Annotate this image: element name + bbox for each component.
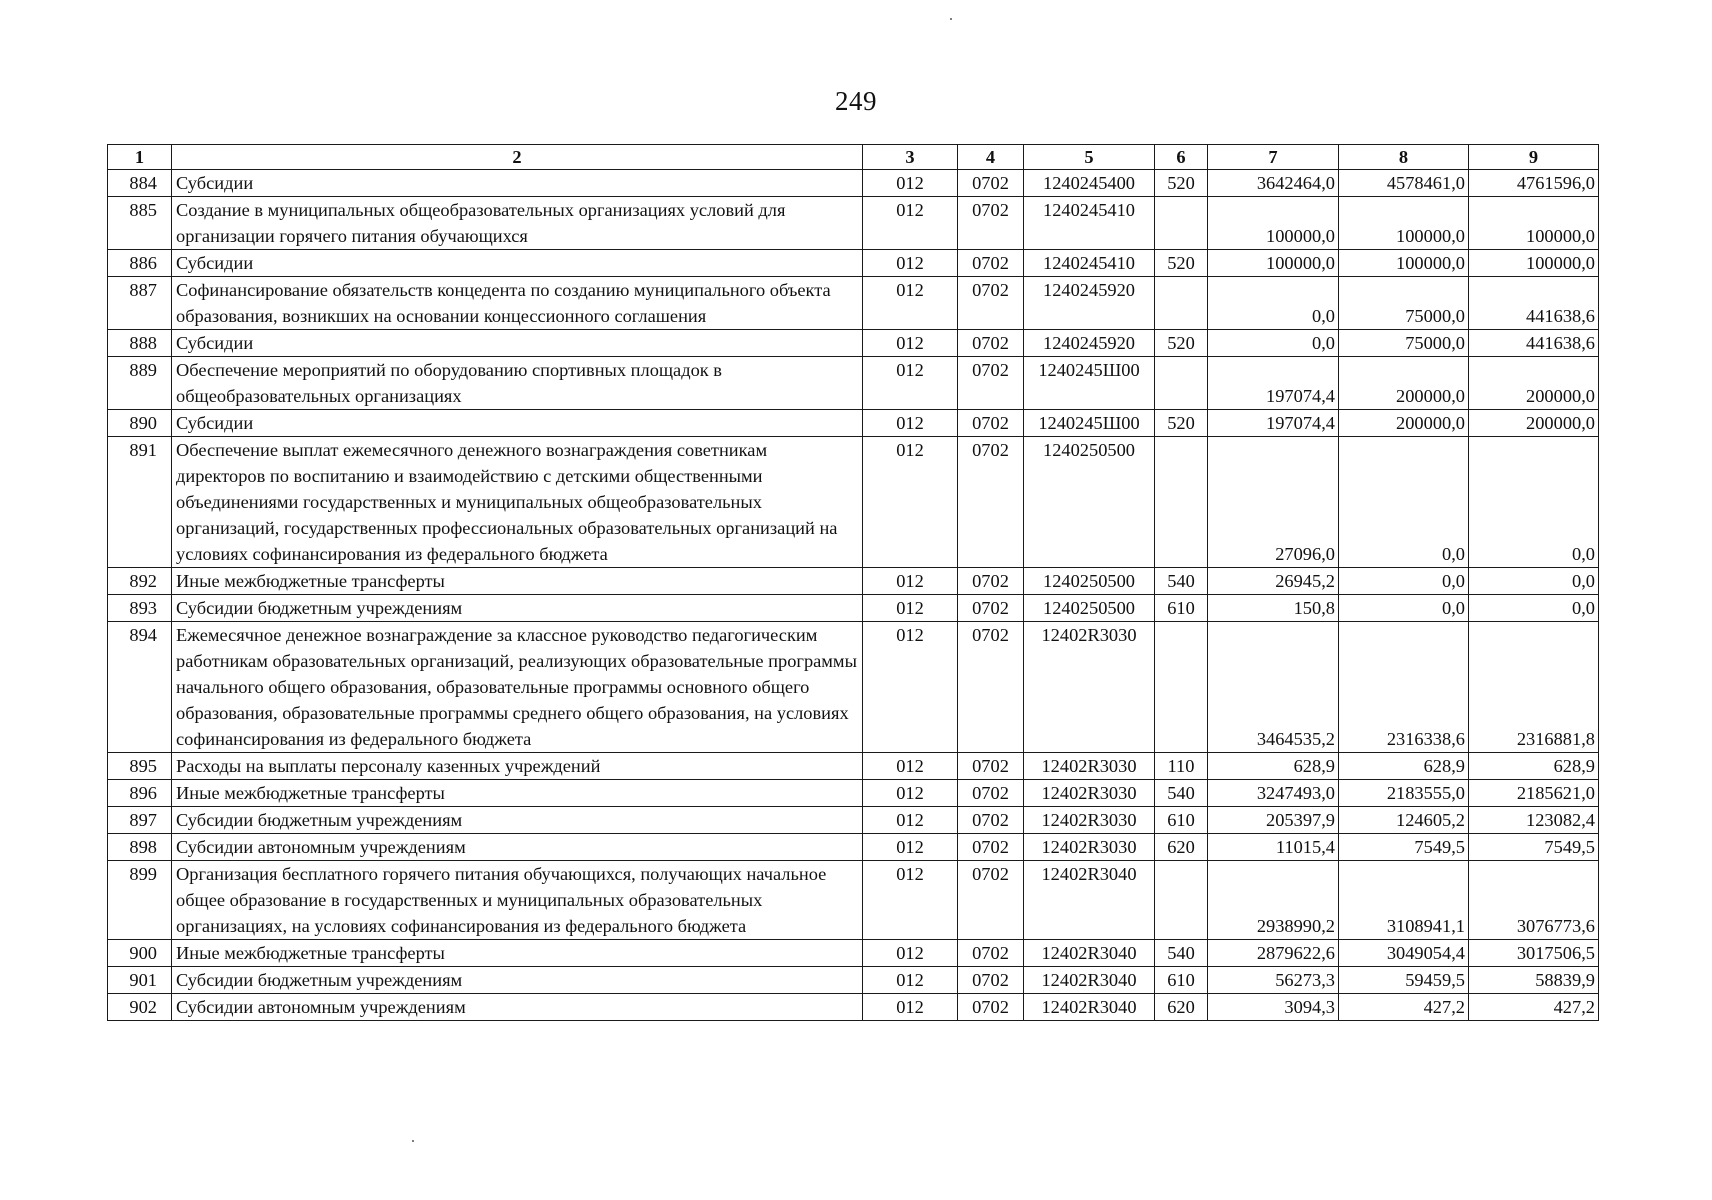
row-number: 891 — [108, 437, 172, 568]
amount-col-8: 59459,5 — [1339, 967, 1469, 994]
amount-col-9: 7549,5 — [1469, 834, 1599, 861]
amount-col-9: 4761596,0 — [1469, 170, 1599, 197]
code-target: 12402R3030 — [1024, 780, 1155, 807]
code-expense-type: 610 — [1155, 967, 1208, 994]
item-name: Обеспечение мероприятий по оборудованию спортивных площадок в общеобразовательных организациях — [172, 357, 863, 410]
amount-col-9: 0,0 — [1469, 437, 1599, 568]
table-row — [108, 410, 1599, 437]
code-target: 1240245920 — [1024, 330, 1155, 357]
row-number: 892 — [108, 568, 172, 595]
table-body — [108, 170, 1599, 1021]
row-number: 895 — [108, 753, 172, 780]
item-name: Субсидии автономным учреждениям — [172, 834, 863, 861]
item-name: Ежемесячное денежное вознаграждение за классное руководство педагогическим работникам образовательных организаций, реализующих образовательные программы начального общего образования, образовательные программы основного общего образования, образовательные программы среднего общего образования, на условиях софинансирования из федерального бюджета — [172, 622, 863, 753]
item-name: Иные межбюджетные трансферты — [172, 780, 863, 807]
code-expense-type: 610 — [1155, 595, 1208, 622]
amount-col-7: 3642464,0 — [1208, 170, 1339, 197]
code-ministry: 012 — [863, 437, 958, 568]
code-ministry: 012 — [863, 753, 958, 780]
row-number: 899 — [108, 861, 172, 940]
code-expense-type: 520 — [1155, 170, 1208, 197]
column-header-6: 6 — [1155, 145, 1208, 170]
item-name: Субсидии бюджетным учреждениям — [172, 807, 863, 834]
table-row — [108, 994, 1599, 1021]
amount-col-7: 3247493,0 — [1208, 780, 1339, 807]
row-number: 896 — [108, 780, 172, 807]
table-row — [108, 595, 1599, 622]
item-name: Субсидии автономным учреждениям — [172, 994, 863, 1021]
code-expense-type — [1155, 861, 1208, 940]
row-number: 901 — [108, 967, 172, 994]
code-ministry: 012 — [863, 568, 958, 595]
code-expense-type: 520 — [1155, 410, 1208, 437]
code-target: 1240245Ш00 — [1024, 410, 1155, 437]
code-section: 0702 — [958, 595, 1024, 622]
code-ministry: 012 — [863, 622, 958, 753]
code-ministry: 012 — [863, 170, 958, 197]
amount-col-7: 100000,0 — [1208, 197, 1339, 250]
code-target: 12402R3040 — [1024, 994, 1155, 1021]
amount-col-9: 441638,6 — [1469, 277, 1599, 330]
table-row — [108, 197, 1599, 250]
amount-col-9: 58839,9 — [1469, 967, 1599, 994]
code-section: 0702 — [958, 834, 1024, 861]
amount-col-9: 441638,6 — [1469, 330, 1599, 357]
code-ministry: 012 — [863, 807, 958, 834]
code-ministry: 012 — [863, 834, 958, 861]
code-section: 0702 — [958, 250, 1024, 277]
code-section: 0702 — [958, 437, 1024, 568]
code-section: 0702 — [958, 807, 1024, 834]
amount-col-8: 0,0 — [1339, 595, 1469, 622]
code-expense-type: 540 — [1155, 568, 1208, 595]
item-name: Создание в муниципальных общеобразовательных организациях условий для организации горячего питания обучающихся — [172, 197, 863, 250]
header-row — [108, 145, 1599, 170]
amount-col-9: 0,0 — [1469, 595, 1599, 622]
column-header-4: 4 — [958, 145, 1024, 170]
code-ministry: 012 — [863, 330, 958, 357]
code-expense-type — [1155, 357, 1208, 410]
code-section: 0702 — [958, 357, 1024, 410]
column-header-3: 3 — [863, 145, 958, 170]
table-row — [108, 568, 1599, 595]
code-ministry: 012 — [863, 940, 958, 967]
amount-col-9: 3076773,6 — [1469, 861, 1599, 940]
amount-col-8: 427,2 — [1339, 994, 1469, 1021]
code-expense-type: 520 — [1155, 330, 1208, 357]
item-name: Обеспечение выплат ежемесячного денежного вознаграждения советникам директоров по воспитанию и взаимодействию с детскими общественными объединениями государственных и муниципальных общеобразовательных организаций, государственных профессиональных образовательных организаций на условиях софинансирования из федерального бюджета — [172, 437, 863, 568]
amount-col-9: 3017506,5 — [1469, 940, 1599, 967]
amount-col-7: 150,8 — [1208, 595, 1339, 622]
code-target: 12402R3030 — [1024, 753, 1155, 780]
code-target: 12402R3030 — [1024, 622, 1155, 753]
amount-col-9: 200000,0 — [1469, 357, 1599, 410]
code-section: 0702 — [958, 170, 1024, 197]
scan-speck — [412, 1140, 414, 1142]
code-target: 1240250500 — [1024, 437, 1155, 568]
code-target: 12402R3030 — [1024, 807, 1155, 834]
code-ministry: 012 — [863, 250, 958, 277]
code-target: 1240250500 — [1024, 568, 1155, 595]
amount-col-7: 56273,3 — [1208, 967, 1339, 994]
table-row — [108, 780, 1599, 807]
column-header-7: 7 — [1208, 145, 1339, 170]
amount-col-8: 4578461,0 — [1339, 170, 1469, 197]
amount-col-9: 123082,4 — [1469, 807, 1599, 834]
row-number: 902 — [108, 994, 172, 1021]
code-target: 12402R3040 — [1024, 940, 1155, 967]
amount-col-9: 628,9 — [1469, 753, 1599, 780]
amount-col-8: 7549,5 — [1339, 834, 1469, 861]
amount-col-8: 75000,0 — [1339, 277, 1469, 330]
code-section: 0702 — [958, 330, 1024, 357]
table-row — [108, 622, 1599, 753]
item-name: Субсидии бюджетным учреждениям — [172, 595, 863, 622]
code-expense-type: 540 — [1155, 940, 1208, 967]
amount-col-7: 26945,2 — [1208, 568, 1339, 595]
amount-col-8: 100000,0 — [1339, 197, 1469, 250]
code-target: 1240245400 — [1024, 170, 1155, 197]
item-name: Субсидии — [172, 410, 863, 437]
amount-col-9: 100000,0 — [1469, 197, 1599, 250]
code-expense-type — [1155, 197, 1208, 250]
amount-col-7: 197074,4 — [1208, 357, 1339, 410]
code-ministry: 012 — [863, 967, 958, 994]
amount-col-7: 27096,0 — [1208, 437, 1339, 568]
item-name: Иные межбюджетные трансферты — [172, 568, 863, 595]
table-row — [108, 807, 1599, 834]
amount-col-8: 200000,0 — [1339, 410, 1469, 437]
table-row — [108, 357, 1599, 410]
column-header-1: 1 — [108, 145, 172, 170]
code-ministry: 012 — [863, 410, 958, 437]
column-header-2: 2 — [172, 145, 863, 170]
item-name: Субсидии — [172, 330, 863, 357]
amount-col-9: 2185621,0 — [1469, 780, 1599, 807]
row-number: 887 — [108, 277, 172, 330]
amount-col-9: 100000,0 — [1469, 250, 1599, 277]
amount-col-8: 0,0 — [1339, 437, 1469, 568]
code-section: 0702 — [958, 622, 1024, 753]
amount-col-7: 3094,3 — [1208, 994, 1339, 1021]
row-number: 900 — [108, 940, 172, 967]
table-row — [108, 967, 1599, 994]
code-section: 0702 — [958, 277, 1024, 330]
amount-col-8: 100000,0 — [1339, 250, 1469, 277]
code-ministry: 012 — [863, 994, 958, 1021]
amount-col-9: 200000,0 — [1469, 410, 1599, 437]
amount-col-7: 197074,4 — [1208, 410, 1339, 437]
code-expense-type — [1155, 277, 1208, 330]
table-row — [108, 277, 1599, 330]
row-number: 897 — [108, 807, 172, 834]
code-section: 0702 — [958, 780, 1024, 807]
code-ministry: 012 — [863, 277, 958, 330]
amount-col-8: 2316338,6 — [1339, 622, 1469, 753]
amount-col-7: 2938990,2 — [1208, 861, 1339, 940]
code-section: 0702 — [958, 861, 1024, 940]
table-row — [108, 250, 1599, 277]
amount-col-8: 3108941,1 — [1339, 861, 1469, 940]
code-section: 0702 — [958, 967, 1024, 994]
code-section: 0702 — [958, 568, 1024, 595]
code-expense-type — [1155, 437, 1208, 568]
amount-col-7: 0,0 — [1208, 277, 1339, 330]
amount-col-7: 100000,0 — [1208, 250, 1339, 277]
amount-col-8: 2183555,0 — [1339, 780, 1469, 807]
amount-col-8: 628,9 — [1339, 753, 1469, 780]
amount-col-9: 0,0 — [1469, 568, 1599, 595]
item-name: Субсидии — [172, 170, 863, 197]
code-expense-type: 620 — [1155, 834, 1208, 861]
table-row — [108, 170, 1599, 197]
code-target: 12402R3030 — [1024, 834, 1155, 861]
code-ministry: 012 — [863, 357, 958, 410]
budget-table — [107, 144, 1599, 1021]
amount-col-7: 205397,9 — [1208, 807, 1339, 834]
code-ministry: 012 — [863, 780, 958, 807]
amount-col-7: 11015,4 — [1208, 834, 1339, 861]
table-row — [108, 834, 1599, 861]
table-row — [108, 330, 1599, 357]
table-row — [108, 940, 1599, 967]
amount-col-8: 124605,2 — [1339, 807, 1469, 834]
code-target: 1240245Ш00 — [1024, 357, 1155, 410]
amount-col-8: 75000,0 — [1339, 330, 1469, 357]
row-number: 885 — [108, 197, 172, 250]
code-target: 1240250500 — [1024, 595, 1155, 622]
row-number: 894 — [108, 622, 172, 753]
amount-col-7: 2879622,6 — [1208, 940, 1339, 967]
table-row — [108, 437, 1599, 568]
row-number: 888 — [108, 330, 172, 357]
item-name: Иные межбюджетные трансферты — [172, 940, 863, 967]
code-target: 12402R3040 — [1024, 861, 1155, 940]
amount-col-7: 628,9 — [1208, 753, 1339, 780]
item-name: Софинансирование обязательств концедента по созданию муниципального объекта образования, возникших на основании концессионного соглашения — [172, 277, 863, 330]
table-row — [108, 861, 1599, 940]
code-ministry: 012 — [863, 861, 958, 940]
item-name: Организация бесплатного горячего питания обучающихся, получающих начальное общее образование в государственных и муниципальных образовательных организациях, на условиях софинансирования из федерального бюджета — [172, 861, 863, 940]
column-header-9: 9 — [1469, 145, 1599, 170]
code-section: 0702 — [958, 410, 1024, 437]
column-header-5: 5 — [1024, 145, 1155, 170]
amount-col-9: 2316881,8 — [1469, 622, 1599, 753]
amount-col-9: 427,2 — [1469, 994, 1599, 1021]
item-name: Субсидии — [172, 250, 863, 277]
amount-col-8: 200000,0 — [1339, 357, 1469, 410]
table-row — [108, 753, 1599, 780]
code-target: 12402R3040 — [1024, 967, 1155, 994]
row-number: 886 — [108, 250, 172, 277]
row-number: 884 — [108, 170, 172, 197]
code-section: 0702 — [958, 753, 1024, 780]
code-expense-type: 540 — [1155, 780, 1208, 807]
amount-col-7: 3464535,2 — [1208, 622, 1339, 753]
row-number: 890 — [108, 410, 172, 437]
amount-col-8: 0,0 — [1339, 568, 1469, 595]
code-section: 0702 — [958, 197, 1024, 250]
code-expense-type: 110 — [1155, 753, 1208, 780]
row-number: 898 — [108, 834, 172, 861]
code-target: 1240245920 — [1024, 277, 1155, 330]
code-expense-type: 620 — [1155, 994, 1208, 1021]
code-expense-type: 610 — [1155, 807, 1208, 834]
code-ministry: 012 — [863, 595, 958, 622]
code-expense-type — [1155, 622, 1208, 753]
row-number: 889 — [108, 357, 172, 410]
amount-col-7: 0,0 — [1208, 330, 1339, 357]
amount-col-8: 3049054,4 — [1339, 940, 1469, 967]
code-section: 0702 — [958, 940, 1024, 967]
code-ministry: 012 — [863, 197, 958, 250]
item-name: Расходы на выплаты персоналу казенных учреждений — [172, 753, 863, 780]
code-target: 1240245410 — [1024, 197, 1155, 250]
page-number: 249 — [835, 86, 877, 116]
item-name: Субсидии бюджетным учреждениям — [172, 967, 863, 994]
column-header-8: 8 — [1339, 145, 1469, 170]
row-number: 893 — [108, 595, 172, 622]
code-section: 0702 — [958, 994, 1024, 1021]
code-target: 1240245410 — [1024, 250, 1155, 277]
scan-speck — [950, 18, 952, 20]
code-expense-type: 520 — [1155, 250, 1208, 277]
